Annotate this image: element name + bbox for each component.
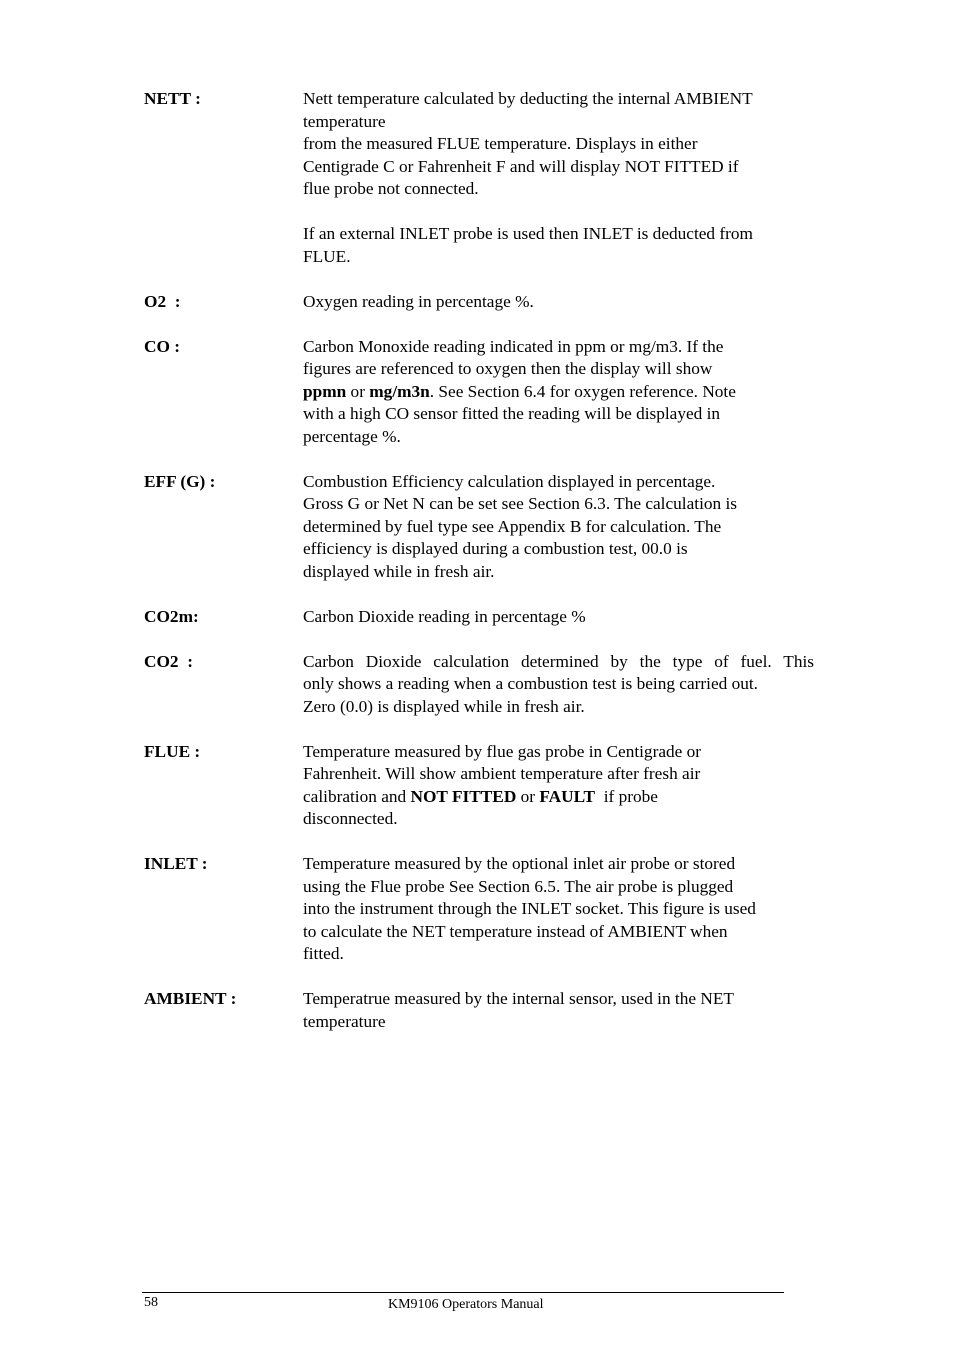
description-co2m	[303, 606, 814, 629]
description-line: displayed while in fresh air.	[303, 561, 495, 581]
description-line: Combustion Efficiency calculation displayed in percentage.	[303, 471, 716, 491]
entry-co	[144, 336, 814, 449]
description-line: temperature	[303, 1011, 386, 1031]
inline-text: if probe	[595, 786, 658, 806]
term-co2m: CO2m:	[144, 606, 199, 626]
description-line: Fahrenheit. Will show ambient temperature after fresh air	[303, 764, 701, 783]
term-nett: NETT :	[144, 89, 201, 108]
entry-gap	[144, 583, 814, 606]
entry-gap	[144, 268, 814, 291]
entry-gap	[144, 966, 814, 989]
bold-term-not-fitted: NOT FITTED	[410, 786, 517, 806]
description-line: FLUE.	[303, 246, 351, 266]
description-line: determined by fuel type see Appendix B for calculation. The	[303, 516, 722, 536]
entry-gap	[144, 448, 814, 471]
definition-list	[144, 88, 814, 1033]
term-inlet: INLET :	[144, 854, 208, 873]
term-flue: FLUE :	[144, 741, 201, 761]
entry-flue	[144, 741, 814, 831]
entry-inlet	[144, 853, 814, 966]
entry-nett	[144, 88, 814, 268]
description-line: Carbon Monoxide reading indicated in ppm or mg/m3. If the	[303, 336, 724, 356]
entry-eff	[144, 471, 814, 584]
footer-rule	[142, 1292, 784, 1293]
entry-gap	[144, 628, 814, 651]
description-eff	[303, 471, 814, 584]
entry-co2m	[144, 606, 814, 629]
footer-title: KM9106 Operators Manual	[388, 1297, 544, 1312]
description-line	[303, 381, 814, 404]
inline-text: or	[516, 786, 540, 806]
page-number: 58	[144, 1295, 158, 1310]
description-line: from the measured FLUE temperature. Displays in either	[303, 134, 698, 153]
description-line	[303, 786, 814, 809]
description-nett	[303, 88, 814, 268]
description-line: Nett temperature calculated by deducting the internal AMBIENT	[303, 89, 753, 108]
description-line: to calculate the NET temperature instead of AMBIENT when	[303, 921, 728, 941]
bold-term-ppmn: ppmn	[303, 381, 347, 401]
description-o2	[303, 291, 814, 314]
description-line: fitted.	[303, 944, 344, 963]
description-co2	[303, 651, 814, 719]
term-co: CO :	[144, 336, 180, 356]
entry-co2	[144, 651, 814, 719]
term-co2: CO2 :	[144, 651, 193, 671]
term-eff: EFF (G) :	[144, 471, 216, 491]
description-line: percentage %.	[303, 426, 401, 446]
entry-gap	[144, 831, 814, 854]
description-line: disconnected.	[303, 809, 398, 828]
description-line: Centigrade C or Fahrenheit F and will display NOT FITTED if	[303, 156, 739, 176]
term-o2: O2 :	[144, 291, 181, 311]
description-flue	[303, 741, 814, 831]
bold-term-mgm3n: mg/m3n	[369, 381, 430, 401]
description-line: using the Flue probe See Section 6.5. The air probe is plugged	[303, 876, 734, 896]
description-line: Carbon Dioxide reading in percentage %	[303, 606, 586, 626]
description-co	[303, 336, 814, 449]
description-inlet	[303, 853, 814, 966]
term-ambient: AMBIENT :	[144, 989, 237, 1008]
description-line: figures are referenced to oxygen then the display will show	[303, 359, 713, 378]
description-line: into the instrument through the INLET socket. This figure is used	[303, 899, 756, 918]
description-line: Temperature measured by flue gas probe in Centigrade or	[303, 741, 702, 761]
entry-ambient	[144, 988, 814, 1033]
description-line: Temperatrue measured by the internal sensor, used in the NET	[303, 989, 734, 1008]
inline-text: . See Section 6.4 for oxygen reference. Note	[429, 381, 736, 401]
description-ambient	[303, 988, 814, 1033]
bold-term-fault: FAULT	[539, 786, 596, 806]
description-line: If an external INLET probe is used then INLET is deducted from	[303, 224, 753, 243]
inline-text: calibration and	[303, 786, 411, 806]
description-line: Zero (0.0) is displayed while in fresh air.	[303, 696, 585, 716]
description-line: Gross G or Net N can be set see Section 6.3. The calculation is	[303, 494, 737, 513]
description-line: efficiency is displayed during a combustion test, 00.0 is	[303, 539, 688, 558]
description-line: Oxygen reading in percentage %.	[303, 291, 534, 311]
inline-text: or	[346, 381, 370, 401]
description-line: flue probe not connected.	[303, 179, 479, 198]
description-line: Temperature measured by the optional inlet air probe or stored	[303, 854, 736, 873]
entry-gap	[144, 718, 814, 741]
entry-o2	[144, 291, 814, 314]
description-line: with a high CO sensor fitted the reading will be displayed in	[303, 404, 721, 423]
description-line: Carbon Dioxide calculation determined by the type of fuel. This	[303, 651, 814, 671]
entry-gap	[144, 313, 814, 336]
description-line: temperature	[303, 111, 386, 131]
description-line: only shows a reading when a combustion test is being carried out.	[303, 674, 758, 693]
paragraph-gap	[303, 201, 814, 224]
